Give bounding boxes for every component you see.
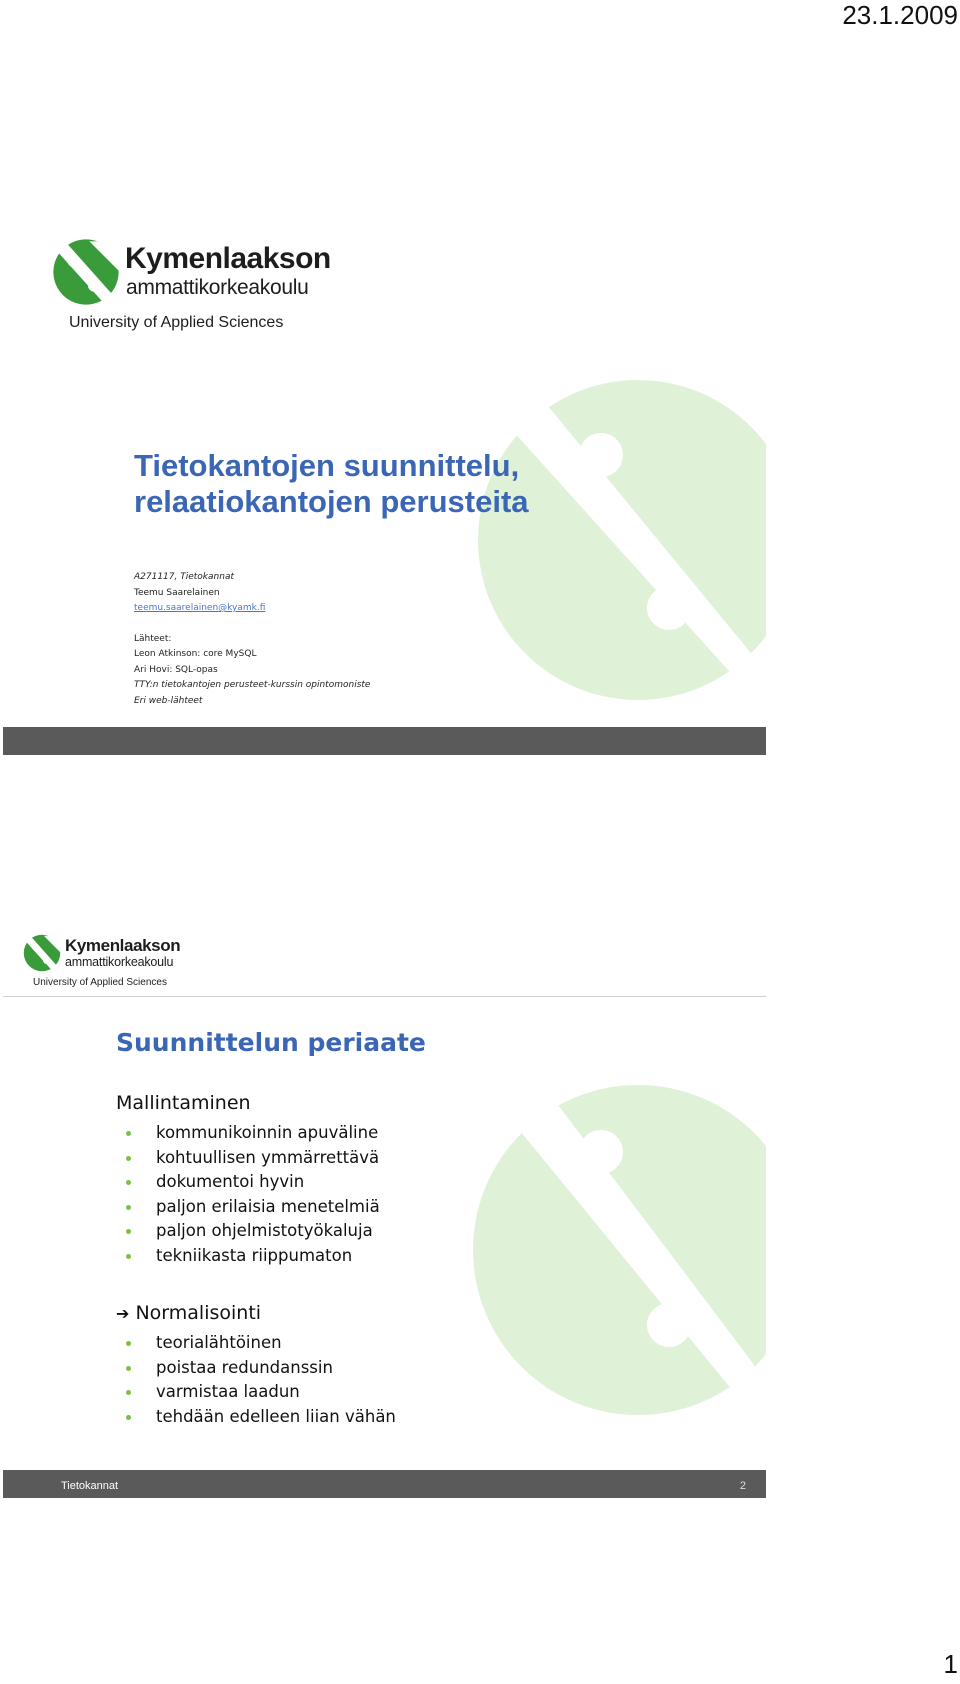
logo-name-line3: University of Applied Sciences bbox=[69, 314, 284, 331]
footer-slide-number: 2 bbox=[739, 1480, 746, 1492]
header-divider bbox=[3, 996, 766, 997]
bullet-icon bbox=[126, 1229, 131, 1234]
page-number: 1 bbox=[943, 1649, 958, 1679]
bullet-icon bbox=[126, 1415, 131, 1420]
kyamk-logo-large bbox=[52, 238, 331, 333]
list-item: tehdään edelleen liian vähän bbox=[126, 1405, 396, 1430]
slide-2-title: Suunnittelun periaate bbox=[116, 1028, 426, 1057]
logo-name-line2: ammattikorkeakoulu bbox=[126, 276, 309, 299]
watermark-logo bbox=[473, 370, 766, 720]
list-item: paljon erilaisia menetelmiä bbox=[126, 1195, 380, 1220]
course-code: A271117, Tietokannat bbox=[134, 572, 234, 582]
bullet-list-mallintaminen bbox=[126, 1121, 380, 1268]
watermark-logo bbox=[473, 1040, 766, 1470]
author-name: Teemu Saarelainen bbox=[134, 587, 220, 598]
list-item: poistaa redundanssin bbox=[126, 1356, 396, 1381]
section-heading-mallintaminen: Mallintaminen bbox=[116, 1092, 251, 1114]
kyamk-emblem-icon bbox=[23, 934, 61, 972]
source-item: Leon Atkinson: core MySQL bbox=[134, 649, 257, 659]
list-item: kohtuullisen ymmärrettävä bbox=[126, 1146, 380, 1171]
logo-name-line3: University of Applied Sciences bbox=[33, 977, 167, 988]
logo-name-line1: Kymenlaakson bbox=[125, 242, 331, 275]
logo-name-line2: ammattikorkeakoulu bbox=[65, 955, 174, 969]
page-date: 23.1.2009 bbox=[842, 0, 958, 30]
logo-name-line1: Kymenlaakson bbox=[65, 936, 181, 955]
sources-label: Lähteet: bbox=[134, 633, 172, 644]
slide-1 bbox=[3, 370, 766, 755]
source-item: TTY:n tietokantojen perusteet-kurssin opintomoniste bbox=[134, 680, 371, 690]
slide-2 bbox=[3, 920, 766, 1498]
list-item: teorialähtöinen bbox=[126, 1331, 396, 1356]
bullet-icon bbox=[126, 1341, 131, 1346]
footer-course-name: Tietokannat bbox=[61, 1480, 119, 1492]
bullet-icon bbox=[126, 1205, 131, 1210]
email-link[interactable]: teemu.saarelainen@kyamk.fi bbox=[134, 603, 266, 613]
section-heading-normalisointi: ➔ Normalisointi bbox=[116, 1302, 262, 1324]
bullet-icon bbox=[126, 1366, 131, 1371]
arrow-right-icon: ➔ bbox=[116, 1304, 130, 1323]
list-item: paljon ohjelmistotyökaluja bbox=[126, 1219, 380, 1244]
list-item: kommunikoinnin apuväline bbox=[126, 1121, 380, 1146]
slide-1-title: Tietokantojen suunnittelu, relaatiokantojen perusteita bbox=[134, 448, 529, 519]
source-item: Eri web-lähteet bbox=[134, 695, 203, 706]
slide-1-info bbox=[134, 570, 370, 709]
list-item: dokumentoi hyvin bbox=[126, 1170, 380, 1195]
slide-1-footer-bar bbox=[3, 727, 766, 755]
kyamk-emblem-icon bbox=[52, 238, 120, 306]
bullet-icon bbox=[126, 1254, 131, 1259]
bullet-icon bbox=[126, 1131, 131, 1136]
bullet-icon bbox=[126, 1390, 131, 1395]
list-item: tekniikasta riippumaton bbox=[126, 1244, 380, 1269]
bullet-icon bbox=[126, 1180, 131, 1185]
bullet-list-normalisointi bbox=[126, 1331, 396, 1429]
bullet-icon bbox=[126, 1156, 131, 1161]
slide-2-footer-bar bbox=[3, 1470, 766, 1498]
kyamk-logo-small bbox=[23, 934, 181, 992]
source-item: Ari Hovi: SQL-opas bbox=[134, 664, 218, 675]
list-item: varmistaa laadun bbox=[126, 1380, 396, 1405]
